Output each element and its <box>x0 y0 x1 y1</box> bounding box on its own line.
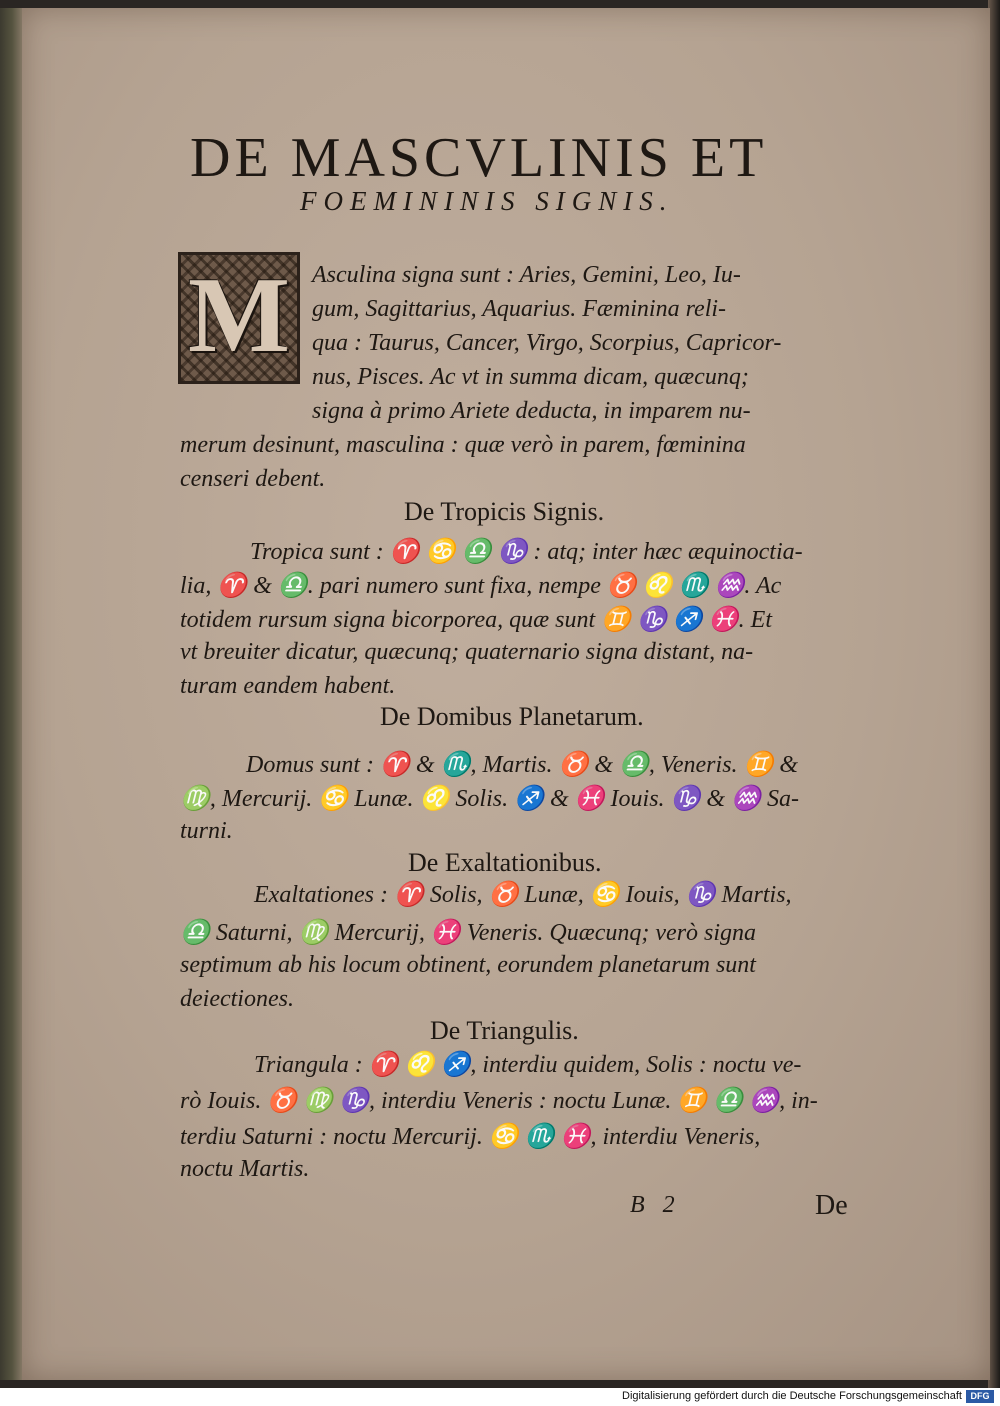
para2-line: vt breuiter dicatur, quæcunq; quaternario signa distant, na- <box>180 639 754 665</box>
para2-line: totidem rursum signa bicorporea, quæ sunt ♊ ♑ ♐ ♓. Et <box>180 607 772 633</box>
signature-mark: B 2 <box>630 1192 681 1218</box>
para2-line: turam eandem habent. <box>180 673 396 699</box>
dfg-logo-icon: DFG <box>966 1390 994 1403</box>
book-gutter <box>0 8 24 1380</box>
para1-line: nus, Pisces. Ac vt in summa dicam, quæcunq; <box>312 364 749 390</box>
decorated-initial <box>178 252 300 384</box>
para1-line: signa à primo Ariete deducta, in imparem nu- <box>312 398 751 424</box>
para1-line: qua : Taurus, Cancer, Virgo, Scorpius, Capricor- <box>312 330 782 356</box>
para1-line: gum, Sagittarius, Aquarius. Fæminina reli- <box>312 296 727 322</box>
initial-letter: M <box>188 256 290 375</box>
para4-line: ♎ Saturni, ♍ Mercurij, ♓ Veneris. Quæcunq; verò signa <box>180 920 757 946</box>
footer-bar <box>0 1388 1000 1406</box>
para3-line: ♍, Mercurij. ♋ Lunæ. ♌ Solis. ♐ & ♓ Iouis. ♑ & ♒ Sa- <box>180 786 799 812</box>
heading-tropicis: De Tropicis Signis. <box>404 497 605 526</box>
para4-line: Exaltationes : ♈ Solis, ♉ Lunæ, ♋ Iouis, ♑ Martis, <box>254 882 792 908</box>
para3-line: Domus sunt : ♈ & ♏, Martis. ♉ & ♎, Veneris. ♊ & <box>246 752 799 778</box>
heading-exaltationibus: De Exaltationibus. <box>408 848 602 877</box>
para4-line: septimum ab his locum obtinent, eorundem planetarum sunt <box>180 952 756 978</box>
para1-line: Asculina signa sunt : Aries, Gemini, Leo, Iu- <box>312 262 741 288</box>
para3-line: turni. <box>180 818 233 844</box>
catchword: De <box>815 1190 848 1221</box>
para5-line: rò Iouis. ♉ ♍ ♑, interdiu Veneris : noctu Lunæ. ♊ ♎ ♒, in- <box>180 1088 818 1114</box>
para2-line: lia, ♈ & ♎. pari numero sunt fixa, nempe ♉ ♌ ♏ ♒. Ac <box>180 573 782 599</box>
funding-credit: Digitalisierung gefördert durch die Deutsche Forschungsgemeinschaft <box>622 1390 962 1402</box>
heading-triangulis: De Triangulis. <box>430 1016 579 1045</box>
para5-line: terdiu Saturni : noctu Mercurij. ♋ ♏ ♓, interdiu Veneris, <box>180 1124 761 1150</box>
page-subtitle: FOEMININIS SIGNIS. <box>300 186 674 216</box>
para5-line: Triangula : ♈ ♌ ♐, interdiu quidem, Solis : noctu ve- <box>254 1052 802 1078</box>
para1-line: merum desinunt, masculina : quæ verò in parem, fœminina <box>180 432 746 458</box>
para5-line: noctu Martis. <box>180 1156 310 1182</box>
para2-line: Tropica sunt : ♈ ♋ ♎ ♑ : atq; inter hæc æquinoctia- <box>250 539 803 565</box>
page-title: DE MASCVLINIS ET <box>190 127 768 189</box>
heading-domibus: De Domibus Planetarum. <box>380 702 644 731</box>
para4-line: deiectiones. <box>180 986 294 1012</box>
para1-line: censeri debent. <box>180 466 326 492</box>
